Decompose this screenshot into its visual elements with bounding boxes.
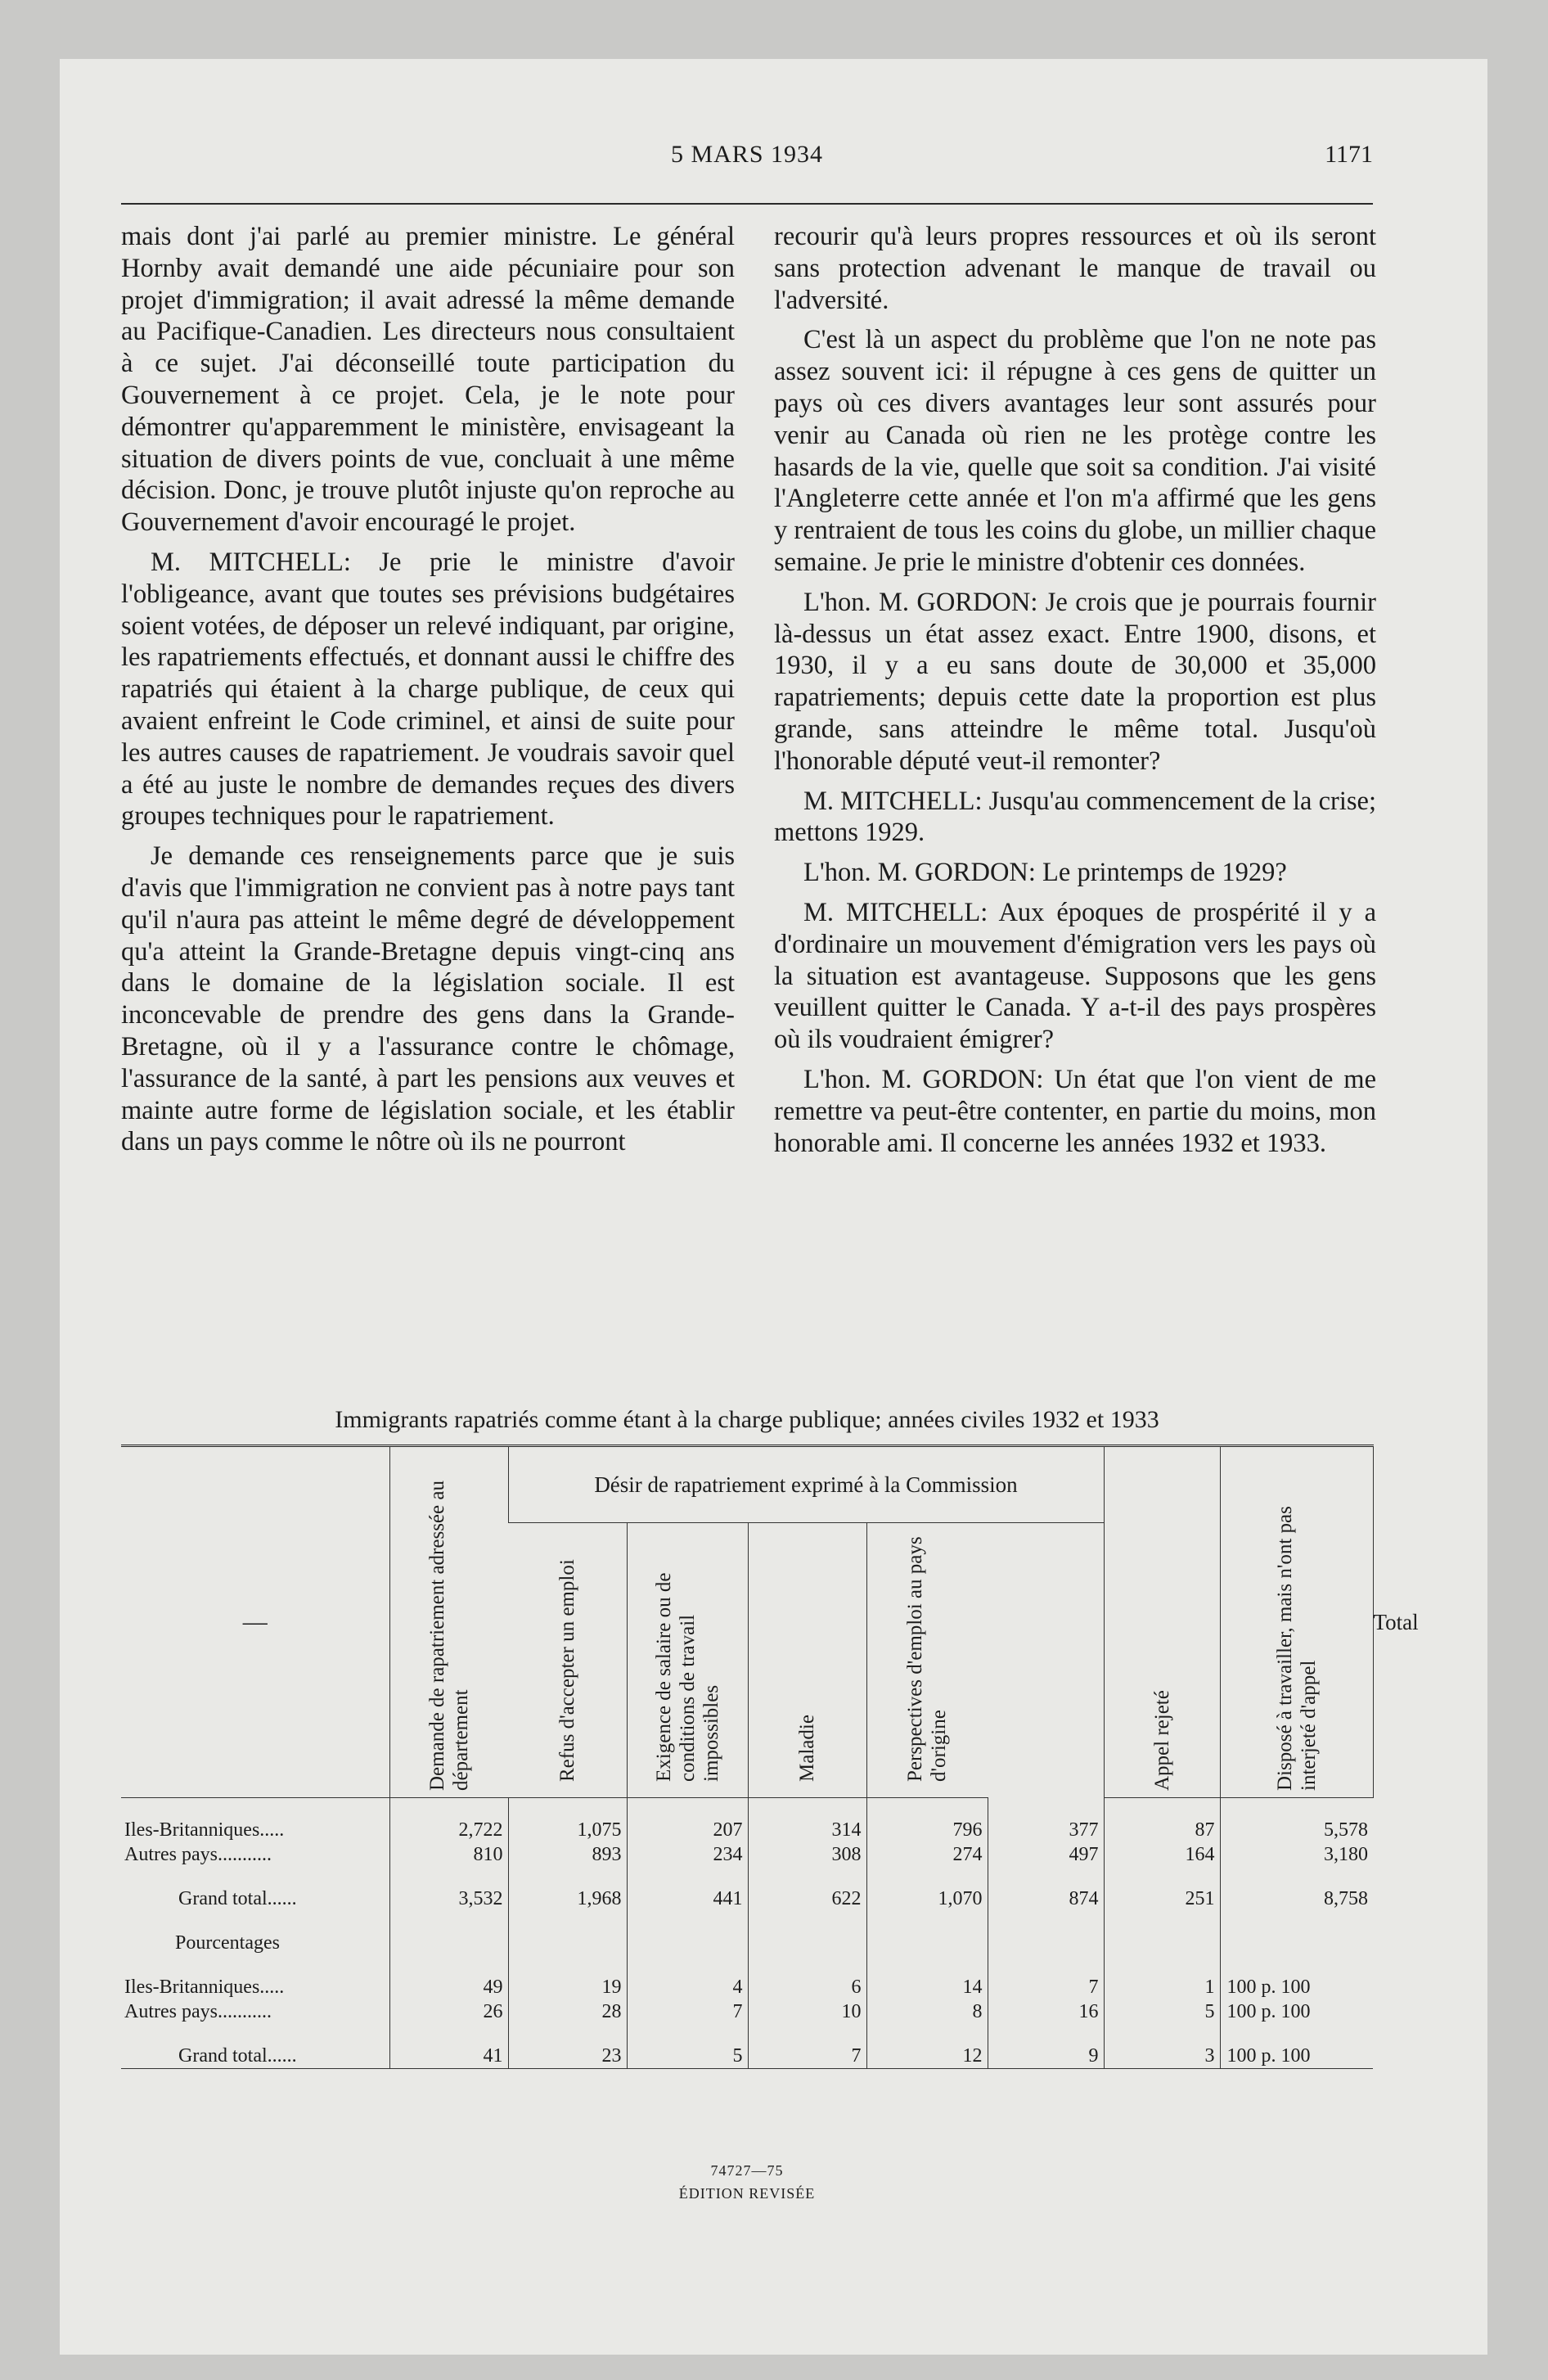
stats-table-wrapper bbox=[121, 1445, 1373, 2069]
paragraph: M. MITCHELL: Aux époques de prospérité il y a d'ordinaire un mouvement d'émigration vers les pays où la situation est avantageuse. Supposons que les gens veuillent quitter le Canada. Y a-t-il des pays prospères où ils voudraient émigrer? bbox=[774, 897, 1376, 1055]
page-footer bbox=[121, 2159, 1373, 2205]
table-row-grand-total: Grand total...... 3,532 1,968 441 622 1,070 874 251 8,758 bbox=[121, 1886, 1373, 1911]
paragraph: L'hon. M. GORDON: Je crois que je pourrais fournir là-dessus un état assez exact. Entre 1900, disons, et 1930, il y a eu sans doute de 30,000 et 35,000 rapatriements; depuis cette date la proportion est plus grande, sans atteindre le même total. Jusqu'où l'honorable député veut-il remonter? bbox=[774, 587, 1376, 776]
col-header-appel: Appel rejeté bbox=[1104, 1446, 1220, 1798]
page-number: 1171 bbox=[1325, 141, 1373, 168]
col-header-dispose: Disposé à travailler, mais n'ont pas interjeté d'appel bbox=[1220, 1446, 1373, 1798]
header-rule bbox=[121, 203, 1373, 205]
group-header-desir: Désir de rapatriement exprimé à la Commission bbox=[508, 1446, 1104, 1523]
col-header-perspectives: Perspectives d'emploi au pays d'origine bbox=[866, 1523, 988, 1798]
col-header-maladie: Maladie bbox=[748, 1523, 866, 1798]
table-row-pct-iles-britanniques: Iles-Britanniques..... 49 19 4 6 14 7 1 100 p. 100 bbox=[121, 1975, 1373, 1999]
footer-edition: ÉDITION REVISÉE bbox=[678, 2185, 816, 2202]
col-header-refus: Refus d'accepter un emploi bbox=[508, 1523, 627, 1798]
table-row-autres-pays: Autres pays........... 810 893 234 308 274 497 164 3,180 bbox=[121, 1842, 1373, 1867]
stub-header: — bbox=[121, 1446, 389, 1798]
table-row-iles-britanniques: Iles-Britanniques..... 2,722 1,075 207 314 796 377 87 5,578 bbox=[121, 1818, 1373, 1842]
paragraph: M. MITCHELL: Je prie le ministre d'avoir l'obligeance, avant que toutes ses prévisions budgétaires soient votées, de déposer un relevé indiquant, par origine, les rapatriements effectués, et donnant aussi le chiffre des rapatriés qui étaient à la charge publique, de ceux qui avaient enfreint le Code criminel, et ainsi de suite pour les autres causes de rapatriement. Je voudrais savoir quel a été au juste le nombre de demandes reçues des divers groupes techniques pour le rapatriement. bbox=[121, 547, 735, 832]
table-row-pourcentages: Pourcentages bbox=[121, 1931, 1373, 1955]
col-header-demande: Demande de rapatriement adressée au département bbox=[389, 1446, 508, 1798]
table-caption: Immigrants rapatriés comme étant à la charge publique; années civiles 1932 et 1933 bbox=[335, 1406, 1159, 1433]
paragraph: C'est là un aspect du problème que l'on ne note pas assez souvent ici: il répugne à ces gens de quitter un pays où ces divers avantages leur sont assurés pour venir au Canada où rien ne les protège contre les hasards de la vie, quelle que soit sa condition. J'ai visité l'Angleterre cette année et l'on m'a affirmé que les gens y rentraient de tous les coins du globe, un millier chaque semaine. Je prie le ministre d'obtenir ces données. bbox=[774, 325, 1376, 577]
paragraph: mais dont j'ai parlé au premier ministre. Le général Hornby avait demandé une aide pécuniaire pour son projet d'immigration; il avait adressé la même demande au Pacifique-Canadien. Les directeurs nous consultaient à ce sujet. J'ai déconseillé toute participation du Gouvernement à ce projet. Cela, je le note pour démontrer qu'apparemment le ministère, envisageant la situation de divers points de vue, concluait à une même décision. Donc, je trouve plutôt injuste qu'on reproche au Gouvernement d'avoir encouragé le projet. bbox=[121, 222, 735, 538]
paragraph: recourir qu'à leurs propres ressources et où ils seront sans protection advenant le manque de travail ou l'adversité. bbox=[774, 222, 1376, 315]
table-row-pct-grand-total: Grand total...... 41 23 5 7 12 9 3 100 p. 100 bbox=[121, 2044, 1373, 2069]
paragraph: M. MITCHELL: Jusqu'au commencement de la crise; mettons 1929. bbox=[774, 786, 1376, 848]
paragraph: L'hon. M. GORDON: Le printemps de 1929? bbox=[803, 858, 1287, 888]
paragraph: L'hon. M. GORDON: Un état que l'on vient de me remettre va peut-être contenter, en partie du moins, mon honorable ami. Il concerne les années 1932 et 1933. bbox=[774, 1064, 1376, 1158]
right-column bbox=[774, 221, 1376, 1159]
footer-code: 74727—75 bbox=[710, 2162, 784, 2179]
page-header bbox=[121, 141, 1373, 174]
left-column bbox=[121, 221, 735, 1158]
table-row-pct-autres-pays: Autres pays........... 26 28 7 10 8 16 5 100 p. 100 bbox=[121, 1999, 1373, 2024]
col-header-exigence: Exigence de salaire ou de conditions de travail impossibles bbox=[627, 1523, 748, 1798]
stats-table bbox=[121, 1445, 1373, 2069]
header-date: 5 MARS 1934 bbox=[670, 141, 824, 168]
paragraph: Je demande ces renseignements parce que je suis d'avis que l'immigration ne convient pas à notre pays tant qu'il n'aura pas atteint le même degré de développement qu'a atteint la Grande-Bretagne depuis vingt-cinq ans dans le domaine de la législation sociale. Il est inconcevable de prendre des gens dans la Grande-Bretagne, où il y a l'assurance contre le chômage, l'assurance de la santé, à part les pensions aux veuves et mainte autre forme de législation sociale, et les établir dans un pays comme le nôtre où ils ne pourront bbox=[121, 841, 735, 1157]
